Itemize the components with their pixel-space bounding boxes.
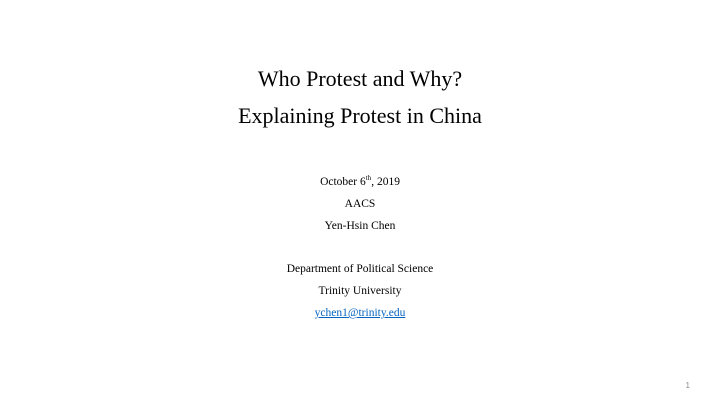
- university-name: Trinity University: [318, 285, 402, 297]
- slide-title-line-1: Who Protest and Why?: [257, 66, 463, 91]
- author-name: Yen-Hsin Chen: [324, 220, 396, 232]
- page-number: 1: [685, 381, 690, 390]
- email-link[interactable]: ychen1@trinity.edu: [314, 307, 406, 319]
- date-month-day: October 6: [320, 176, 366, 188]
- email-line: [0, 306, 720, 320]
- date-year: , 2019: [371, 176, 400, 188]
- department-name: Department of Political Science: [286, 263, 434, 275]
- conference-name: AACS: [344, 198, 376, 210]
- slide-title-line-2: Explaining Protest in China: [238, 103, 482, 128]
- presentation-date: [0, 175, 720, 189]
- date-ordinal-suffix: th: [365, 174, 372, 183]
